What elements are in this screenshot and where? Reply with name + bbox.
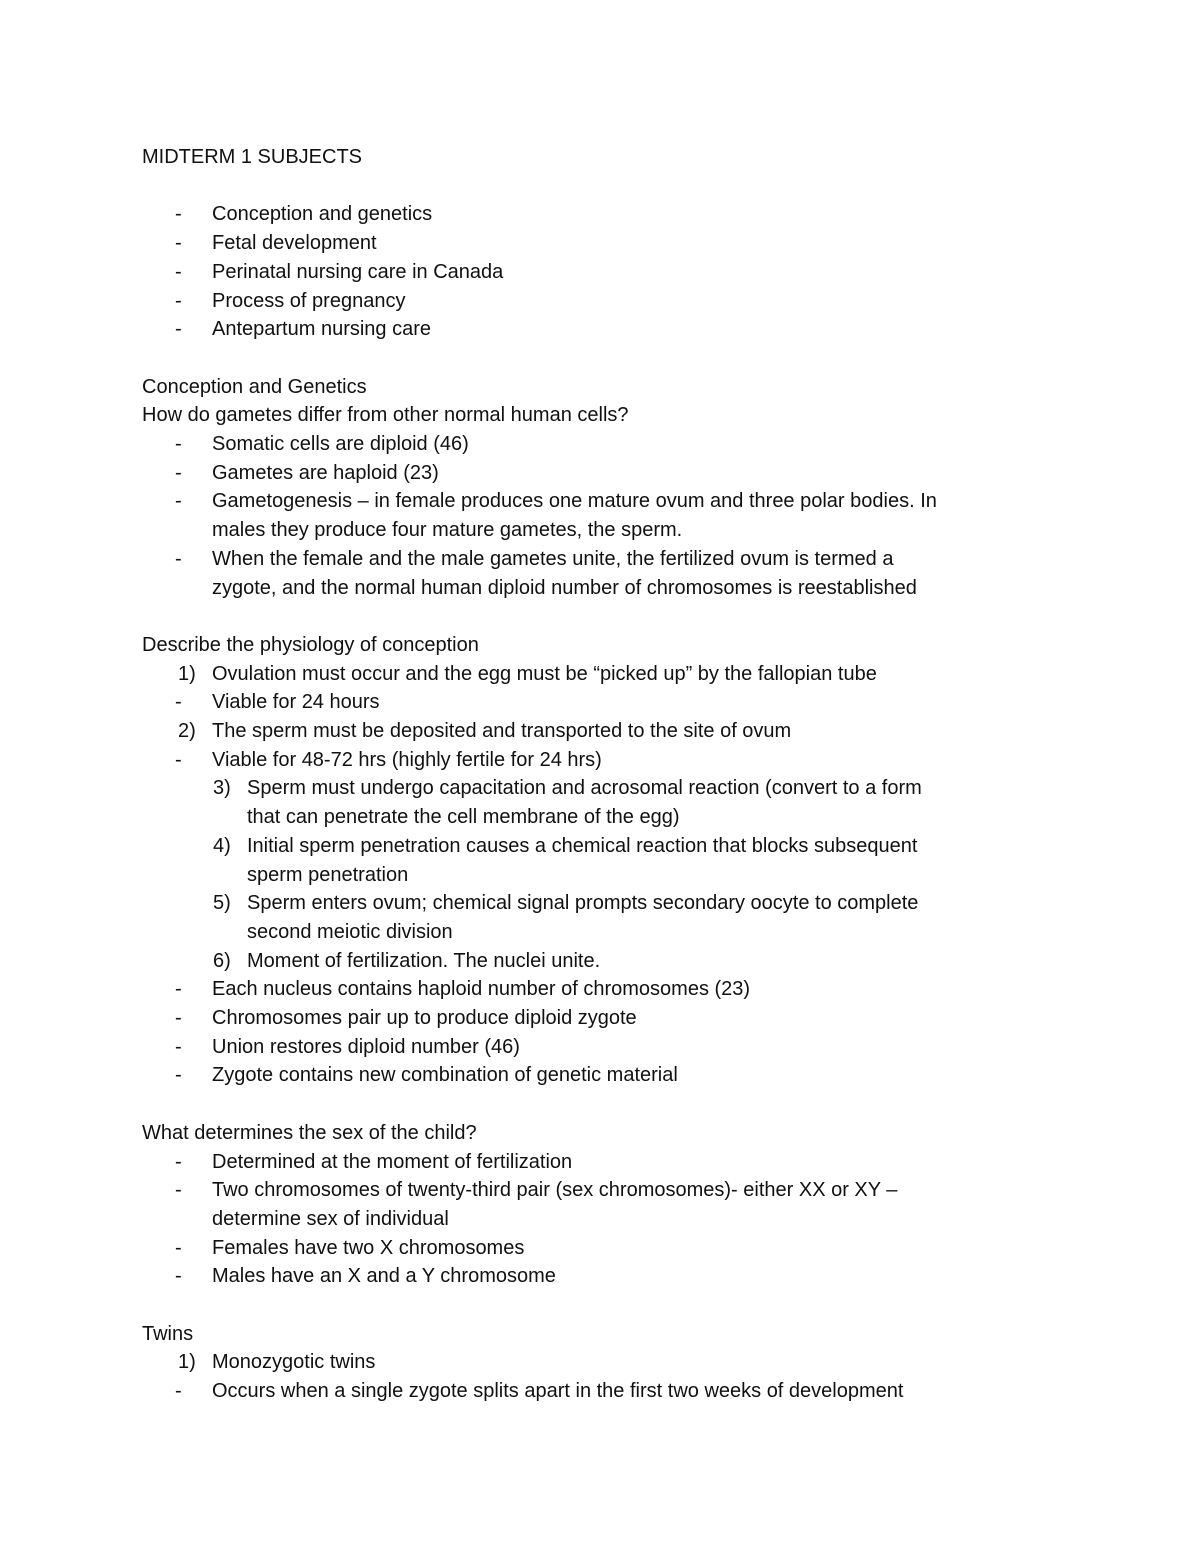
number-marker: 1) xyxy=(178,662,196,685)
list-item-continued: males they produce four mature gametes, the sperm. xyxy=(212,519,683,542)
list-item: - Determined at the moment of fertilization xyxy=(142,1148,1042,1177)
list-item: - Gametes are haploid (23) xyxy=(142,459,1042,488)
list-item: - Males have an X and a Y chromosome xyxy=(142,1262,1042,1291)
dash-marker: - xyxy=(175,748,182,771)
section-heading: Conception and Genetics xyxy=(142,375,367,398)
section-question: How do gametes differ from other normal human cells? xyxy=(142,404,629,427)
subject-item: - Conception and genetics xyxy=(142,200,1042,229)
spacer xyxy=(142,602,1042,631)
numbered-item: 5) Sperm enters ovum; chemical signal prompts secondary oocyte to complete xyxy=(142,889,1042,918)
number-marker: 3) xyxy=(213,777,231,800)
list-item: - Occurs when a single zygote splits apart in the first two weeks of development xyxy=(142,1377,1042,1406)
dash-marker: - xyxy=(175,433,182,455)
subject-item: - Perinatal nursing care in Canada xyxy=(142,258,1042,287)
list-item: - Each nucleus contains haploid number of chromosomes (23) xyxy=(142,975,1042,1004)
dash-marker: - xyxy=(175,318,182,341)
list-item: - Viable for 24 hours xyxy=(142,688,1042,717)
numbered-item-continued: that can penetrate the cell membrane of the egg) xyxy=(247,806,680,829)
dash-marker: - xyxy=(175,1035,182,1058)
dash-marker: - xyxy=(175,1265,182,1288)
list-item: - Two chromosomes of twenty-third pair (sex chromosomes)- either XX or XY – xyxy=(142,1176,1042,1205)
spacer xyxy=(142,172,1042,201)
list-item-continued: determine sex of individual xyxy=(212,1207,449,1230)
numbered-item: 3) Sperm must undergo capacitation and acrosomal reaction (convert to a form xyxy=(142,774,1042,803)
number-marker: 5) xyxy=(213,892,231,915)
numbered-item: 2) The sperm must be deposited and transported to the site of ovum xyxy=(142,717,1042,746)
dash-marker: - xyxy=(175,461,182,484)
document-page xyxy=(142,143,1042,1406)
dash-marker: - xyxy=(175,1380,182,1403)
dash-marker: - xyxy=(175,978,182,1001)
list-item: - Zygote contains new combination of genetic material xyxy=(142,1061,1042,1090)
list-item: - When the female and the male gametes unite, the fertilized ovum is termed a xyxy=(142,545,1042,574)
numbered-item: 4) Initial sperm penetration causes a chemical reaction that blocks subsequent xyxy=(142,832,1042,861)
numbered-item: 1) Monozygotic twins xyxy=(142,1348,1042,1377)
spacer xyxy=(142,344,1042,373)
dash-marker: - xyxy=(175,547,182,570)
dash-marker: - xyxy=(175,691,182,714)
numbered-item: 6) Moment of fertilization. The nuclei unite. xyxy=(142,947,1042,976)
dash-marker: - xyxy=(175,490,182,513)
list-item-continued: zygote, and the normal human diploid number of chromosomes is reestablished xyxy=(212,576,917,599)
dash-marker: - xyxy=(175,260,182,283)
spacer xyxy=(142,1291,1042,1320)
number-marker: 6) xyxy=(213,949,231,972)
subject-item: - Antepartum nursing care xyxy=(142,315,1042,344)
section-question: Describe the physiology of conception xyxy=(142,633,479,656)
number-marker: 1) xyxy=(178,1351,196,1374)
spacer xyxy=(142,1090,1042,1119)
number-marker: 2) xyxy=(178,720,196,743)
list-item: - Union restores diploid number (46) xyxy=(142,1033,1042,1062)
dash-marker: - xyxy=(175,1150,182,1173)
list-item: - Somatic cells are diploid (46) xyxy=(142,430,1042,459)
subject-item: - Fetal development xyxy=(142,229,1042,258)
number-marker: 4) xyxy=(213,834,231,857)
dash-marker: - xyxy=(175,232,182,255)
subject-item: - Process of pregnancy xyxy=(142,287,1042,316)
dash-marker: - xyxy=(175,1007,182,1030)
list-item: - Chromosomes pair up to produce diploid zygote xyxy=(142,1004,1042,1033)
dash-marker: - xyxy=(175,1064,182,1087)
dash-marker: - xyxy=(175,289,182,312)
section-question: What determines the sex of the child? xyxy=(142,1121,477,1144)
document-title: MIDTERM 1 SUBJECTS xyxy=(142,146,363,168)
numbered-item-continued: second meiotic division xyxy=(247,920,453,943)
numbered-item: 1) Ovulation must occur and the egg must be “picked up” by the fallopian tube xyxy=(142,660,1042,689)
section-heading: Twins xyxy=(142,1322,194,1345)
list-item: - Viable for 48-72 hrs (highly fertile for 24 hrs) xyxy=(142,746,1042,775)
dash-marker: - xyxy=(175,203,182,226)
dash-marker: - xyxy=(175,1179,182,1202)
dash-marker: - xyxy=(175,1236,182,1259)
list-item: - Gametogenesis – in female produces one mature ovum and three polar bodies. In xyxy=(142,487,1042,516)
list-item: - Females have two X chromosomes xyxy=(142,1234,1042,1263)
numbered-item-continued: sperm penetration xyxy=(247,863,409,886)
